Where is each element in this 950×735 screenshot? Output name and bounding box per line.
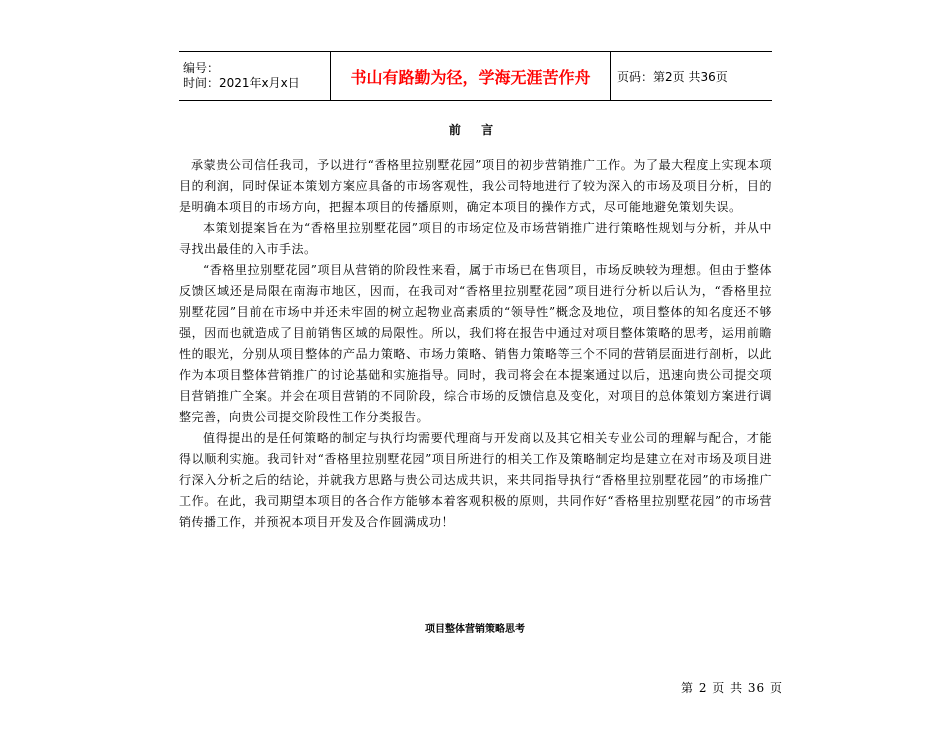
code-label: 编号：: [183, 61, 220, 75]
preface-paragraph-4: 值得提出的是任何策略的制定与执行均需要代理商与开发商以及其它相关专业公司的理解与配合，才能得以顺利实施。我司针对“香格里拉别墅花园”项目所进行的相关工作及策略制定均是建立在对市场及项目进行深入分析之后的结论，并就我方思路与贵公司达成共识，来共同指导执行“香格里拉别墅花园”的市场推广工作。在此，我司期望本项目的各合作方能够本着客观积极的原则，共同作好“香格里拉别墅花园”的市场营销传播工作，并预祝本项目开发及合作圆满成功！: [179, 431, 772, 529]
header-meta: [179, 52, 330, 100]
header-page-label: 页码：第2页 共36页: [617, 69, 728, 84]
section-title: 项目整体营销策略思考: [425, 624, 525, 635]
page-footer: 第 2 页 共 36 页: [681, 681, 783, 695]
header-table: [179, 51, 772, 101]
header-motto: 书山有路勤为径，学海无涯苦作舟: [330, 52, 611, 100]
preface-paragraph-3: “香格里拉别墅花园”项目从营销的阶段性来看，属于市场已在售项目，市场反映较为理想。但由于整体反馈区域还是局限在南海市地区，因而，在我司对“香格里拉别墅花园”项目进行分析以后认为，“香格里拉别墅花园”目前在市场中并还未牢固的树立起物业高素质的“领导性”概念及地位，项目整体的知名度还不够强，因而也就造成了目前销售区域的局限性。所以，我们将在报告中通过对项目整体策略的思考，运用前瞻性的眼光，分别从项目整体的产品力策略、市场力策略、销售力策略等三个不同的营销层面进行剖析，以此作为本项目整体营销推广的讨论基础和实施指导。同时，我司将会在本提案通过以后，迅速向贵公司提交项目营销推广全案。并会在项目营销的不同阶段，综合市场的反馈信息及变化，对项目的总体策划方案进行调整完善，向贵公司提交阶段性工作分类报告。: [179, 263, 772, 424]
preface-body: [179, 155, 772, 533]
preface-title: 前 言: [448, 123, 502, 137]
preface-paragraph-1: 承蒙贵公司信任我司，予以进行“香格里拉别墅花园”项目的初步营销推广工作。为了最大程度上实现本项目的利润，同时保证本策划方案应具备的市场客观性，我公司特地进行了较为深入的市场及项目分析，目的是明确本项目的市场方向，把握本项目的传播原则，确定本项目的操作方式，尽可能地避免策划失误。: [179, 158, 772, 214]
time-label: 时间：2021年x月x日: [183, 76, 300, 90]
preface-paragraph-2: 本策划提案旨在为“香格里拉别墅花园”项目的市场定位及市场营销推广进行策略性规划与分析，并从中寻找出最佳的入市手法。: [179, 221, 772, 256]
